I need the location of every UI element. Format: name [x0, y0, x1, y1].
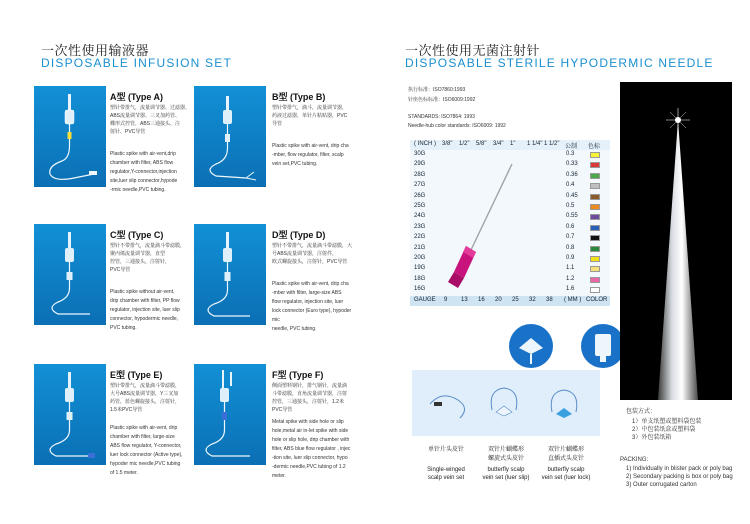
gauge-metric: 1.6	[566, 286, 575, 293]
gauge-metric: 0.7	[566, 234, 575, 241]
type-b-desc-cn: 塑针带排气，滴斗，流量调节器， 药液过滤器，单针片粘贴器，PVC 导管	[272, 105, 348, 127]
color-header: 色标	[588, 144, 601, 150]
type-d-title: D型 (Type D)	[272, 230, 326, 240]
gauge-size: 21G	[414, 244, 426, 251]
inch-value: 3/4"	[493, 141, 504, 147]
gauge-color-swatch	[590, 183, 600, 189]
type-e-desc-en: Plastic spike with air-vent, drip chamber with filter, large-size ABS flow regulator, Y-connector, luer lock connector (Active type), hypoder mic needle,PVC tubing of 1.5 meter.	[110, 425, 183, 476]
mm-value: 20	[495, 297, 502, 303]
type-c-desc-en: Plastic spike without air-vent, drip chamber with filter, PP flow regulator, injection site, luer slip connector, hypodermic needle, PVC tubing.	[110, 289, 180, 331]
type-b-desc-en: Plastic spike with air-vent, drip cha -mber, flow regulator, filter, scalp vein set,PVC tubing.	[272, 143, 349, 167]
inch-value: 1"	[510, 141, 516, 147]
needle-cap-image	[581, 324, 625, 368]
needle-tip-photo	[620, 82, 732, 400]
gauge-size: 18G	[414, 275, 426, 282]
gauge-color-swatch	[590, 287, 600, 293]
gauge-metric: 0.55	[566, 213, 578, 220]
gauge-size: 20G	[414, 255, 426, 261]
type-f-image	[194, 364, 266, 465]
gauge-color-swatch	[590, 173, 600, 179]
gauge-metric: 0.9	[566, 255, 575, 261]
gauge-color-swatch	[590, 256, 600, 262]
type-f-desc-en: Metal spike with side hole or slip hole,metal air in-let spike with side hole or slip hole, drip chamber with filter, ABS blue flow regulator , injec -tion site, luer slip connector, hypo -dermic needle,PVC tubing of 1.2 meter.	[272, 419, 351, 479]
inch-value: 5/8"	[476, 141, 487, 147]
type-e-title: E型 (Type E)	[110, 370, 163, 380]
type-d-image	[194, 224, 266, 325]
vein-set-cn: 单针片头皮针	[427, 447, 464, 453]
gauge-color-swatch	[590, 152, 600, 158]
type-e-image	[34, 364, 106, 465]
gauge-metric: 1.2	[566, 275, 575, 282]
vein-set-cn: 双针片蝴蝶形 直插式头皮针	[547, 447, 584, 462]
standard-cn-2: 针座色标标准：ISO6009:1992	[408, 97, 476, 103]
mm-value: 25	[512, 297, 519, 303]
type-a-desc-cn: 塑针带排气，流量调节器、过滤器、 ABS流量调节器、三叉加药管、 蝶形式控管，ABS三通接头、注 射针、PVC导管	[110, 105, 191, 135]
butterfly-blister-image	[509, 324, 553, 368]
gauge-color-swatch	[590, 277, 600, 283]
type-c-image	[34, 224, 106, 325]
type-a-title: A型 (Type A)	[110, 92, 163, 102]
gauge-size: 23G	[414, 223, 426, 230]
inch-value: 1 1/4"	[527, 141, 543, 147]
gauge-color-swatch	[590, 266, 600, 272]
color-footer: COLOR	[586, 297, 608, 303]
inch-value: 1/2"	[459, 141, 470, 147]
vein-sets-panel	[412, 370, 600, 436]
packing-title-cn: 包装方式：	[626, 409, 657, 415]
gauge-size: 28G	[414, 171, 426, 178]
packing-en-list: 1) Individually in blister pack or poly bag 2) Secondary packing is box or poly bag 3) Outer corrugated carton	[626, 466, 733, 488]
gauge-color-swatch	[590, 162, 600, 168]
gauge-size: 16G	[414, 286, 426, 293]
inch-value: 1 1/2"	[544, 141, 560, 147]
gauge-metric: 0.5	[566, 203, 575, 209]
gauge-footer-label: GAUGE	[414, 297, 436, 303]
mm-value: 16	[478, 297, 485, 303]
type-c-title: C型 (Type C)	[110, 230, 164, 240]
type-f-desc-cn: 侧面塑料钢针，排气钢针，流量滴 斗带滤膜，直角流量调节器，注射 控管，三通接头，注射针，1.2米 PVC导管	[272, 383, 348, 413]
infusion-title-en: DISPOSABLE INFUSION SET	[41, 56, 232, 70]
packing-cn-list: 1）单支纸塑或塑料袋包装 2）中包装纸盒或塑料袋 3）外包装纸箱	[632, 419, 702, 441]
mm-value: 13	[461, 297, 468, 303]
gauge-metric: 0.8	[566, 244, 575, 251]
needle-title-en: DISPOSABLE STERILE HYPODERMIC NEEDLE	[405, 56, 714, 70]
mm-value: 32	[529, 297, 536, 303]
vein-set-en: Single-winged scalp vein set	[427, 467, 465, 481]
type-d-desc-en: Plastic spike with air-vent, drip cha -mber with filter, large-size ABS flow regulator, injection site, luer lock connector (Euro type), hypoder mic needle, PVC tubing.	[272, 281, 352, 332]
gauge-color-swatch	[590, 214, 600, 220]
gauge-color-swatch	[590, 225, 600, 231]
gauge-size: 30G	[414, 151, 426, 157]
gauge-color-swatch	[590, 194, 600, 200]
type-b-title: B型 (Type B)	[272, 92, 326, 102]
gauge-metric: 0.3	[566, 151, 575, 157]
gauge-color-swatch	[590, 204, 600, 210]
type-f-title: F型 (Type F)	[272, 370, 324, 380]
gauge-size: 27G	[414, 182, 426, 189]
infusion-title-cn: 一次性使用输液器	[41, 43, 150, 58]
inch-value: 3/8"	[442, 141, 453, 147]
type-b-image	[194, 86, 266, 187]
vein-set-en: butterfly scalp vein set (luer slip)	[482, 467, 530, 481]
needle-title-cn: 一次性使用无菌注射针	[405, 43, 541, 58]
gauge-color-swatch	[590, 246, 600, 252]
gauge-metric: 0.45	[566, 192, 578, 199]
gauge-color-swatch	[590, 235, 600, 241]
needle-image	[440, 160, 520, 290]
mm-footer: ( MM )	[564, 297, 582, 303]
type-e-desc-cn: 塑针带排气，流量滴斗带滤膜， 大号ABS流量调节器，Y三叉加 药管，蓝色螺旋接头，注射针， 1.5米PVC导管	[110, 383, 181, 413]
gauge-size: 24G	[414, 213, 426, 220]
type-a-image	[34, 86, 106, 187]
standard-en-2: Needle-hub color standards: ISO6009: 1992	[408, 123, 506, 129]
gauge-size: 22G	[414, 234, 426, 241]
gauge-metric: 0.36	[566, 171, 578, 178]
gauge-size: 29G	[414, 161, 426, 168]
vein-set-cn: 双针片蝴蝶形 螺旋式头皮针	[487, 447, 524, 462]
standard-cn-1: 执行标准：ISO7860:1993	[408, 87, 466, 93]
standard-en-1: STANDARDS: ISO7864: 1993	[408, 114, 475, 120]
gauge-metric: 0.4	[566, 182, 575, 189]
gauge-size: 19G	[414, 265, 426, 272]
mm-value: 38	[546, 297, 553, 303]
gauge-size: 25G	[414, 203, 426, 209]
gauge-metric: 1.1	[566, 265, 575, 272]
packing-title-en: PACKING:	[620, 457, 649, 463]
vein-set-en: butterfly scalp vein set (luer lock)	[541, 467, 591, 481]
gauge-size: 26G	[414, 192, 426, 199]
metric-header: 公制	[565, 144, 578, 150]
mm-value: 9	[444, 297, 448, 303]
type-d-desc-cn: 塑针不带排气，流量滴斗带滤膜，大 号ABS流量调节器，注射件， 欧式螺旋接头，注射针，PVC导管	[272, 243, 353, 265]
gauge-metric: 0.33	[566, 161, 578, 168]
type-a-desc-en: Plastic spike with air-vent,drip chamber with filter, ABS flow regulator,Y-connector,injection site,luer slip connector,hypode -rmic needle,PVC tubing.	[110, 151, 178, 193]
inch-header: ( INCH )	[414, 141, 436, 147]
type-c-desc-cn: 塑针不带排气，流量滴斗带滤膜， 聚丙烯流量调节器，直型 控管，三通接头，注射针， PVC导管	[110, 243, 186, 273]
gauge-metric: 0.6	[566, 223, 575, 230]
